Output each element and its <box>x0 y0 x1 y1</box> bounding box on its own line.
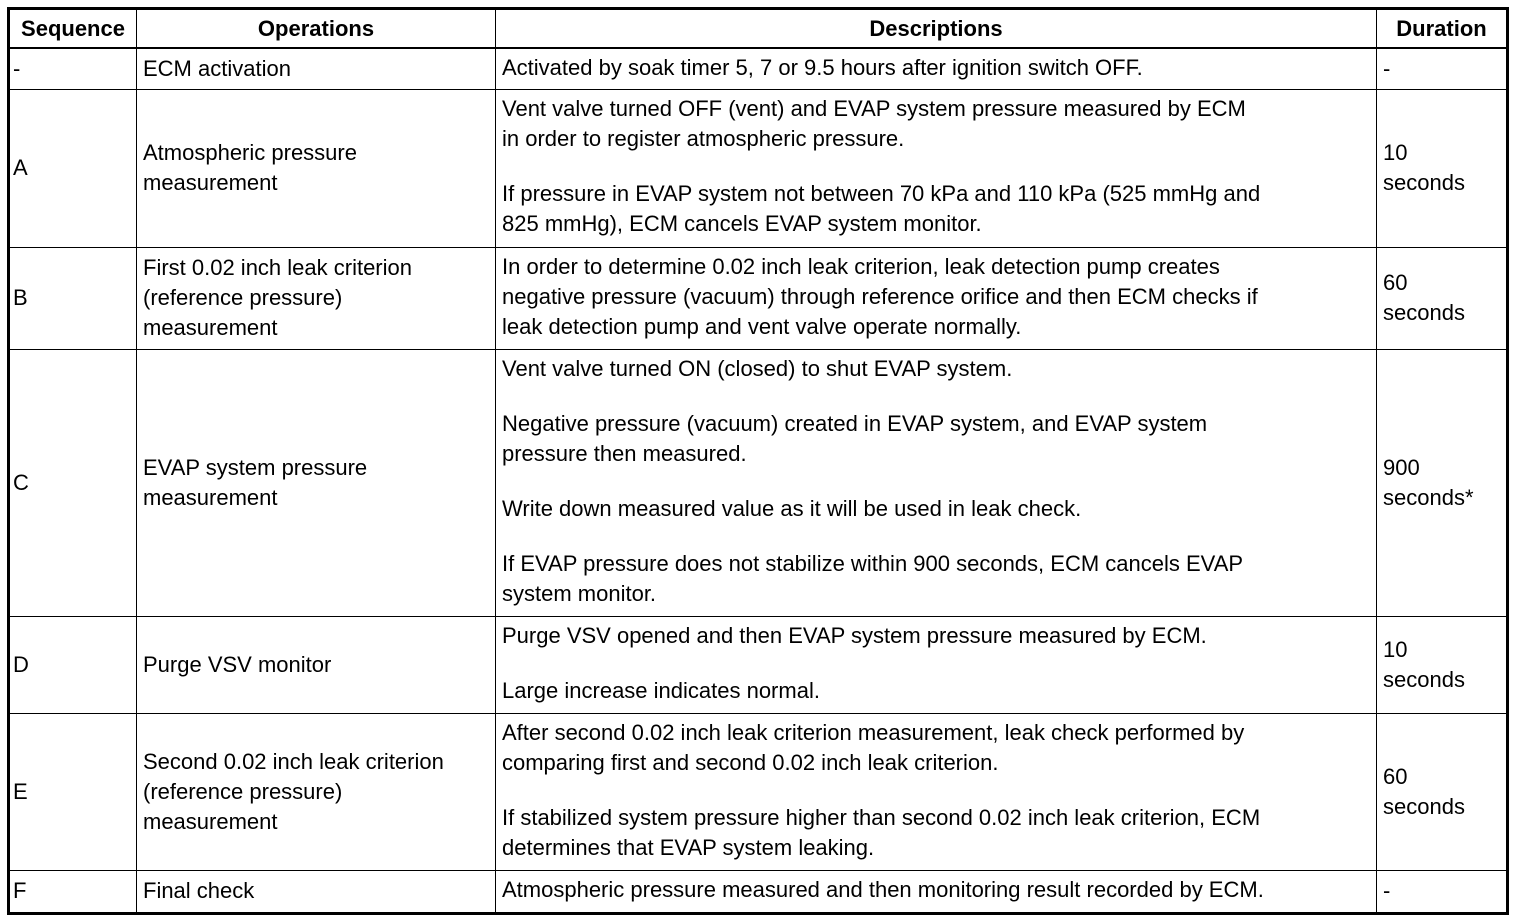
description-paragraph <box>502 354 1370 384</box>
description-line: leak detection pump and vent valve operate normally. <box>502 313 1022 339</box>
duration-line: seconds* <box>1383 484 1474 510</box>
duration-cell <box>1377 89 1508 247</box>
operation-cell <box>137 89 496 247</box>
description-paragraph <box>502 94 1370 154</box>
description-line: Write down measured value as it will be used in leak check. <box>502 495 1082 521</box>
operation-line: First 0.02 inch leak criterion <box>143 255 412 280</box>
table-row <box>9 349 1508 616</box>
description-line: determines that EVAP system leaking. <box>502 834 875 860</box>
description-cell <box>496 870 1377 913</box>
description-paragraph <box>502 718 1370 778</box>
description-paragraph <box>502 549 1370 609</box>
description-paragraph <box>502 409 1370 469</box>
table-row <box>9 616 1508 713</box>
description-line: In order to determine 0.02 inch leak criterion, leak detection pump creates <box>502 253 1220 279</box>
description-paragraph <box>502 179 1370 239</box>
description-line: Negative pressure (vacuum) created in EVAP system, and EVAP system <box>502 410 1208 436</box>
operation-line: (reference pressure) <box>143 285 343 310</box>
sequence-cell: A <box>9 89 137 247</box>
header-sequence: Sequence <box>9 9 137 49</box>
table-row <box>9 48 1508 89</box>
operation-cell <box>137 247 496 349</box>
duration-cell <box>1377 48 1508 89</box>
description-paragraph <box>502 875 1370 905</box>
sequence-cell: B <box>9 247 137 349</box>
description-paragraph <box>502 494 1370 524</box>
duration-line: 60 <box>1383 763 1408 789</box>
duration-line: - <box>1383 55 1391 81</box>
description-line: If EVAP pressure does not stabilize within 900 seconds, ECM cancels EVAP <box>502 550 1244 576</box>
description-line: After second 0.02 inch leak criterion measurement, leak check performed by <box>502 719 1245 745</box>
duration-cell <box>1377 349 1508 616</box>
operation-cell <box>137 870 496 913</box>
description-line: Vent valve turned ON (closed) to shut EVAP system. <box>502 355 1013 381</box>
duration-cell <box>1377 247 1508 349</box>
description-paragraph <box>502 621 1370 651</box>
description-cell <box>496 616 1377 713</box>
evap-monitor-sequence-table <box>7 7 1509 915</box>
description-line: Purge VSV opened and then EVAP system pressure measured by ECM. <box>502 622 1207 648</box>
duration-line: seconds <box>1383 170 1465 195</box>
description-line: Activated by soak timer 5, 7 or 9.5 hours after ignition switch OFF. <box>502 55 1143 80</box>
duration-cell <box>1377 870 1508 913</box>
description-cell <box>496 713 1377 870</box>
operation-line: Atmospheric pressure <box>143 140 357 165</box>
description-paragraph <box>502 53 1370 83</box>
sequence-cell: D <box>9 616 137 713</box>
operation-line: Final check <box>143 878 255 903</box>
operation-line: ECM activation <box>143 55 291 81</box>
operation-line: measurement <box>143 484 278 510</box>
description-line: comparing first and second 0.02 inch leak criterion. <box>502 749 999 775</box>
description-paragraph <box>502 252 1370 342</box>
description-line: pressure then measured. <box>502 440 747 466</box>
duration-line: 10 <box>1383 636 1408 662</box>
operation-cell <box>137 349 496 616</box>
operation-line: Purge VSV monitor <box>143 651 332 677</box>
duration-line: - <box>1383 878 1391 903</box>
duration-line: 900 <box>1383 454 1420 480</box>
description-cell <box>496 48 1377 89</box>
header-descriptions: Descriptions <box>496 9 1377 49</box>
description-line: system monitor. <box>502 580 657 606</box>
operation-cell <box>137 616 496 713</box>
table-row <box>9 89 1508 247</box>
operation-line: EVAP system pressure <box>143 454 368 480</box>
table-row <box>9 870 1508 913</box>
sequence-cell: F <box>9 870 137 913</box>
description-cell <box>496 247 1377 349</box>
description-paragraph <box>502 676 1370 706</box>
description-line: Vent valve turned OFF (vent) and EVAP system pressure measured by ECM <box>502 95 1246 121</box>
header-row <box>9 9 1508 49</box>
operation-line: Second 0.02 inch leak criterion <box>143 748 444 774</box>
duration-line: seconds <box>1383 300 1465 325</box>
duration-cell <box>1377 616 1508 713</box>
duration-cell <box>1377 713 1508 870</box>
operation-line: measurement <box>143 315 278 340</box>
sequence-cell: - <box>9 48 137 89</box>
operation-cell <box>137 713 496 870</box>
duration-line: seconds <box>1383 793 1465 819</box>
description-cell <box>496 89 1377 247</box>
description-paragraph <box>502 803 1370 863</box>
duration-line: 60 <box>1383 270 1408 295</box>
duration-line: seconds <box>1383 666 1465 692</box>
table-row <box>9 713 1508 870</box>
description-line: negative pressure (vacuum) through reference orifice and then ECM checks if <box>502 283 1258 309</box>
description-line: If pressure in EVAP system not between 70 kPa and 110 kPa (525 mmHg and <box>502 180 1261 206</box>
sequence-cell: C <box>9 349 137 616</box>
description-line: If stabilized system pressure higher than second 0.02 inch leak criterion, ECM <box>502 804 1261 830</box>
sequence-cell: E <box>9 713 137 870</box>
duration-line: 10 <box>1383 140 1408 165</box>
header-duration: Duration <box>1377 9 1508 49</box>
description-line: 825 mmHg), ECM cancels EVAP system monitor. <box>502 210 982 236</box>
table-row <box>9 247 1508 349</box>
operation-line: measurement <box>143 170 278 195</box>
description-line: Atmospheric pressure measured and then monitoring result recorded by ECM. <box>502 876 1264 902</box>
operation-cell <box>137 48 496 89</box>
description-cell <box>496 349 1377 616</box>
operation-line: measurement <box>143 808 278 834</box>
description-line: Large increase indicates normal. <box>502 677 820 703</box>
header-operations: Operations <box>137 9 496 49</box>
table-body <box>9 48 1508 913</box>
description-line: in order to register atmospheric pressure. <box>502 125 905 151</box>
operation-line: (reference pressure) <box>143 778 343 804</box>
